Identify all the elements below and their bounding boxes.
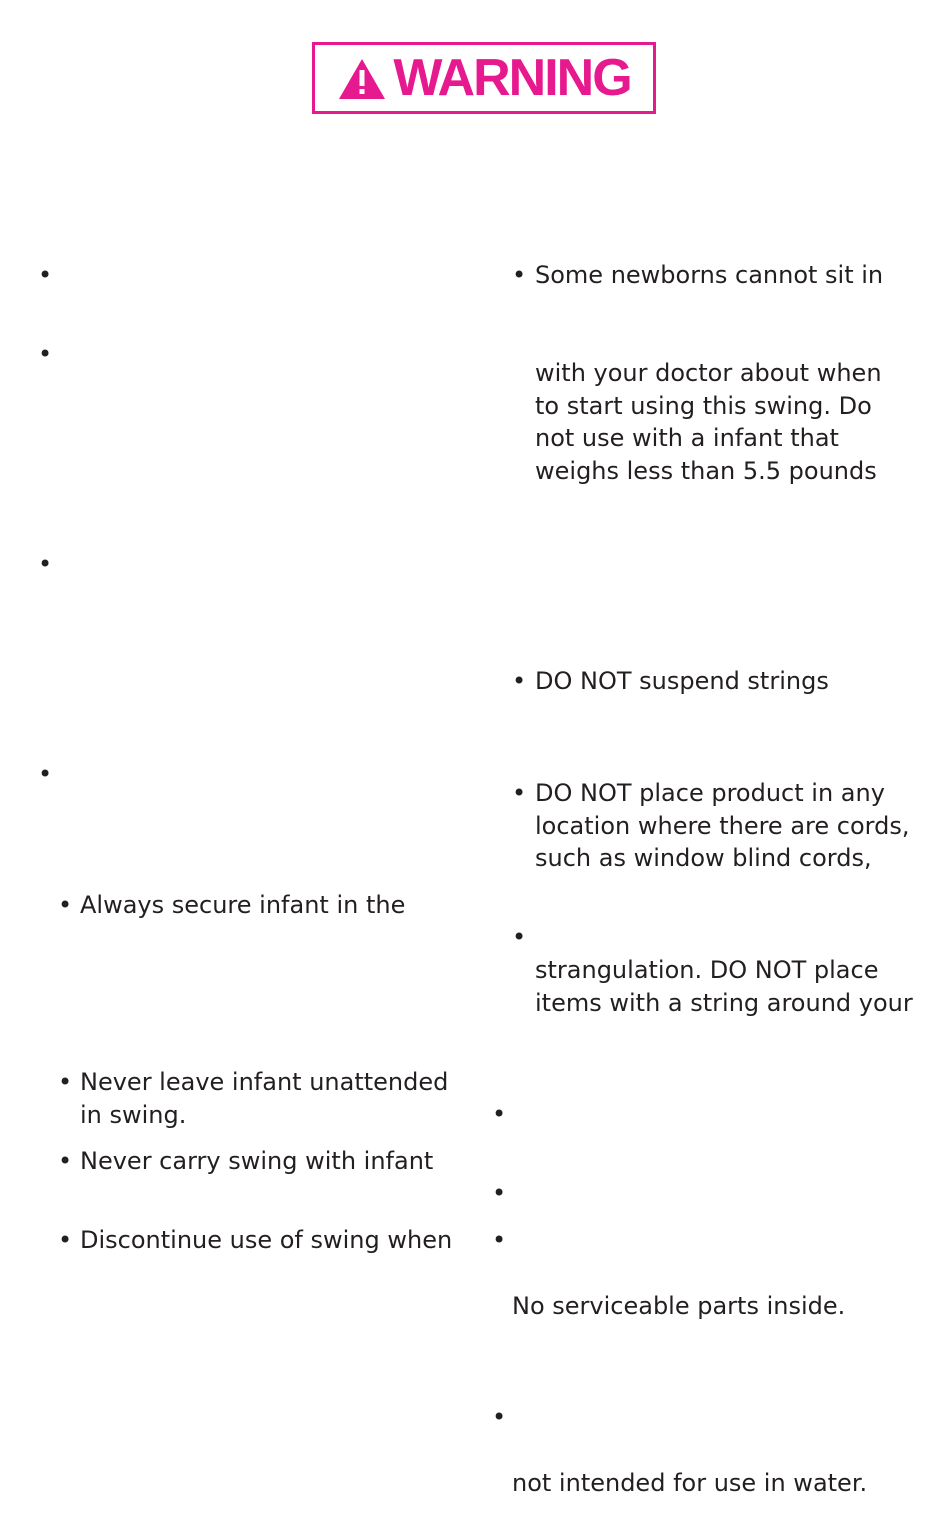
bullet-marker: • bbox=[38, 261, 53, 289]
list-item: DO NOT place product in any bbox=[535, 779, 885, 807]
list-item-continuation: not use with a infant that bbox=[535, 424, 839, 452]
warning-heading: WARNING bbox=[393, 49, 631, 107]
list-item-continuation: location where there are cords, bbox=[535, 812, 910, 840]
bullet-marker: • bbox=[512, 667, 527, 695]
bullet-marker: • bbox=[38, 760, 53, 788]
list-item-continuation: items with a string around your bbox=[535, 989, 913, 1017]
bullet-marker: • bbox=[58, 891, 73, 919]
bullet-marker: • bbox=[58, 1147, 73, 1175]
water-note: not intended for use in water. bbox=[512, 1469, 868, 1497]
bullet-marker: • bbox=[58, 1226, 73, 1254]
list-item: Always secure infant in the bbox=[80, 891, 406, 919]
bullet-marker: • bbox=[492, 1179, 507, 1207]
list-item: Never leave infant unattended bbox=[80, 1068, 449, 1096]
list-item: Never carry swing with infant bbox=[80, 1147, 434, 1175]
list-item: Some newborns cannot sit in bbox=[535, 261, 884, 289]
bullet-marker: • bbox=[58, 1068, 73, 1096]
list-item-continuation: in swing. bbox=[80, 1101, 187, 1129]
list-item-continuation: weighs less than 5.5 pounds bbox=[535, 457, 877, 485]
list-item: Discontinue use of swing when bbox=[80, 1226, 453, 1254]
list-item-continuation: with your doctor about when bbox=[535, 359, 882, 387]
list-item-continuation: to start using this swing. Do bbox=[535, 392, 872, 420]
warning-triangle-icon bbox=[337, 57, 387, 101]
bullet-marker: • bbox=[38, 550, 53, 578]
list-item: DO NOT suspend strings bbox=[535, 667, 829, 695]
warning-label bbox=[312, 42, 656, 114]
bullet-marker: • bbox=[512, 261, 527, 289]
bullet-marker: • bbox=[492, 1226, 507, 1254]
bullet-marker: • bbox=[492, 1403, 507, 1431]
service-note: No serviceable parts inside. bbox=[512, 1292, 846, 1320]
bullet-marker: • bbox=[492, 1100, 507, 1128]
list-item-continuation: such as window blind cords, bbox=[535, 844, 872, 872]
bullet-marker: • bbox=[512, 779, 527, 807]
bullet-marker: • bbox=[38, 340, 53, 368]
list-item-continuation: strangulation. DO NOT place bbox=[535, 956, 879, 984]
bullet-marker: • bbox=[512, 923, 527, 951]
